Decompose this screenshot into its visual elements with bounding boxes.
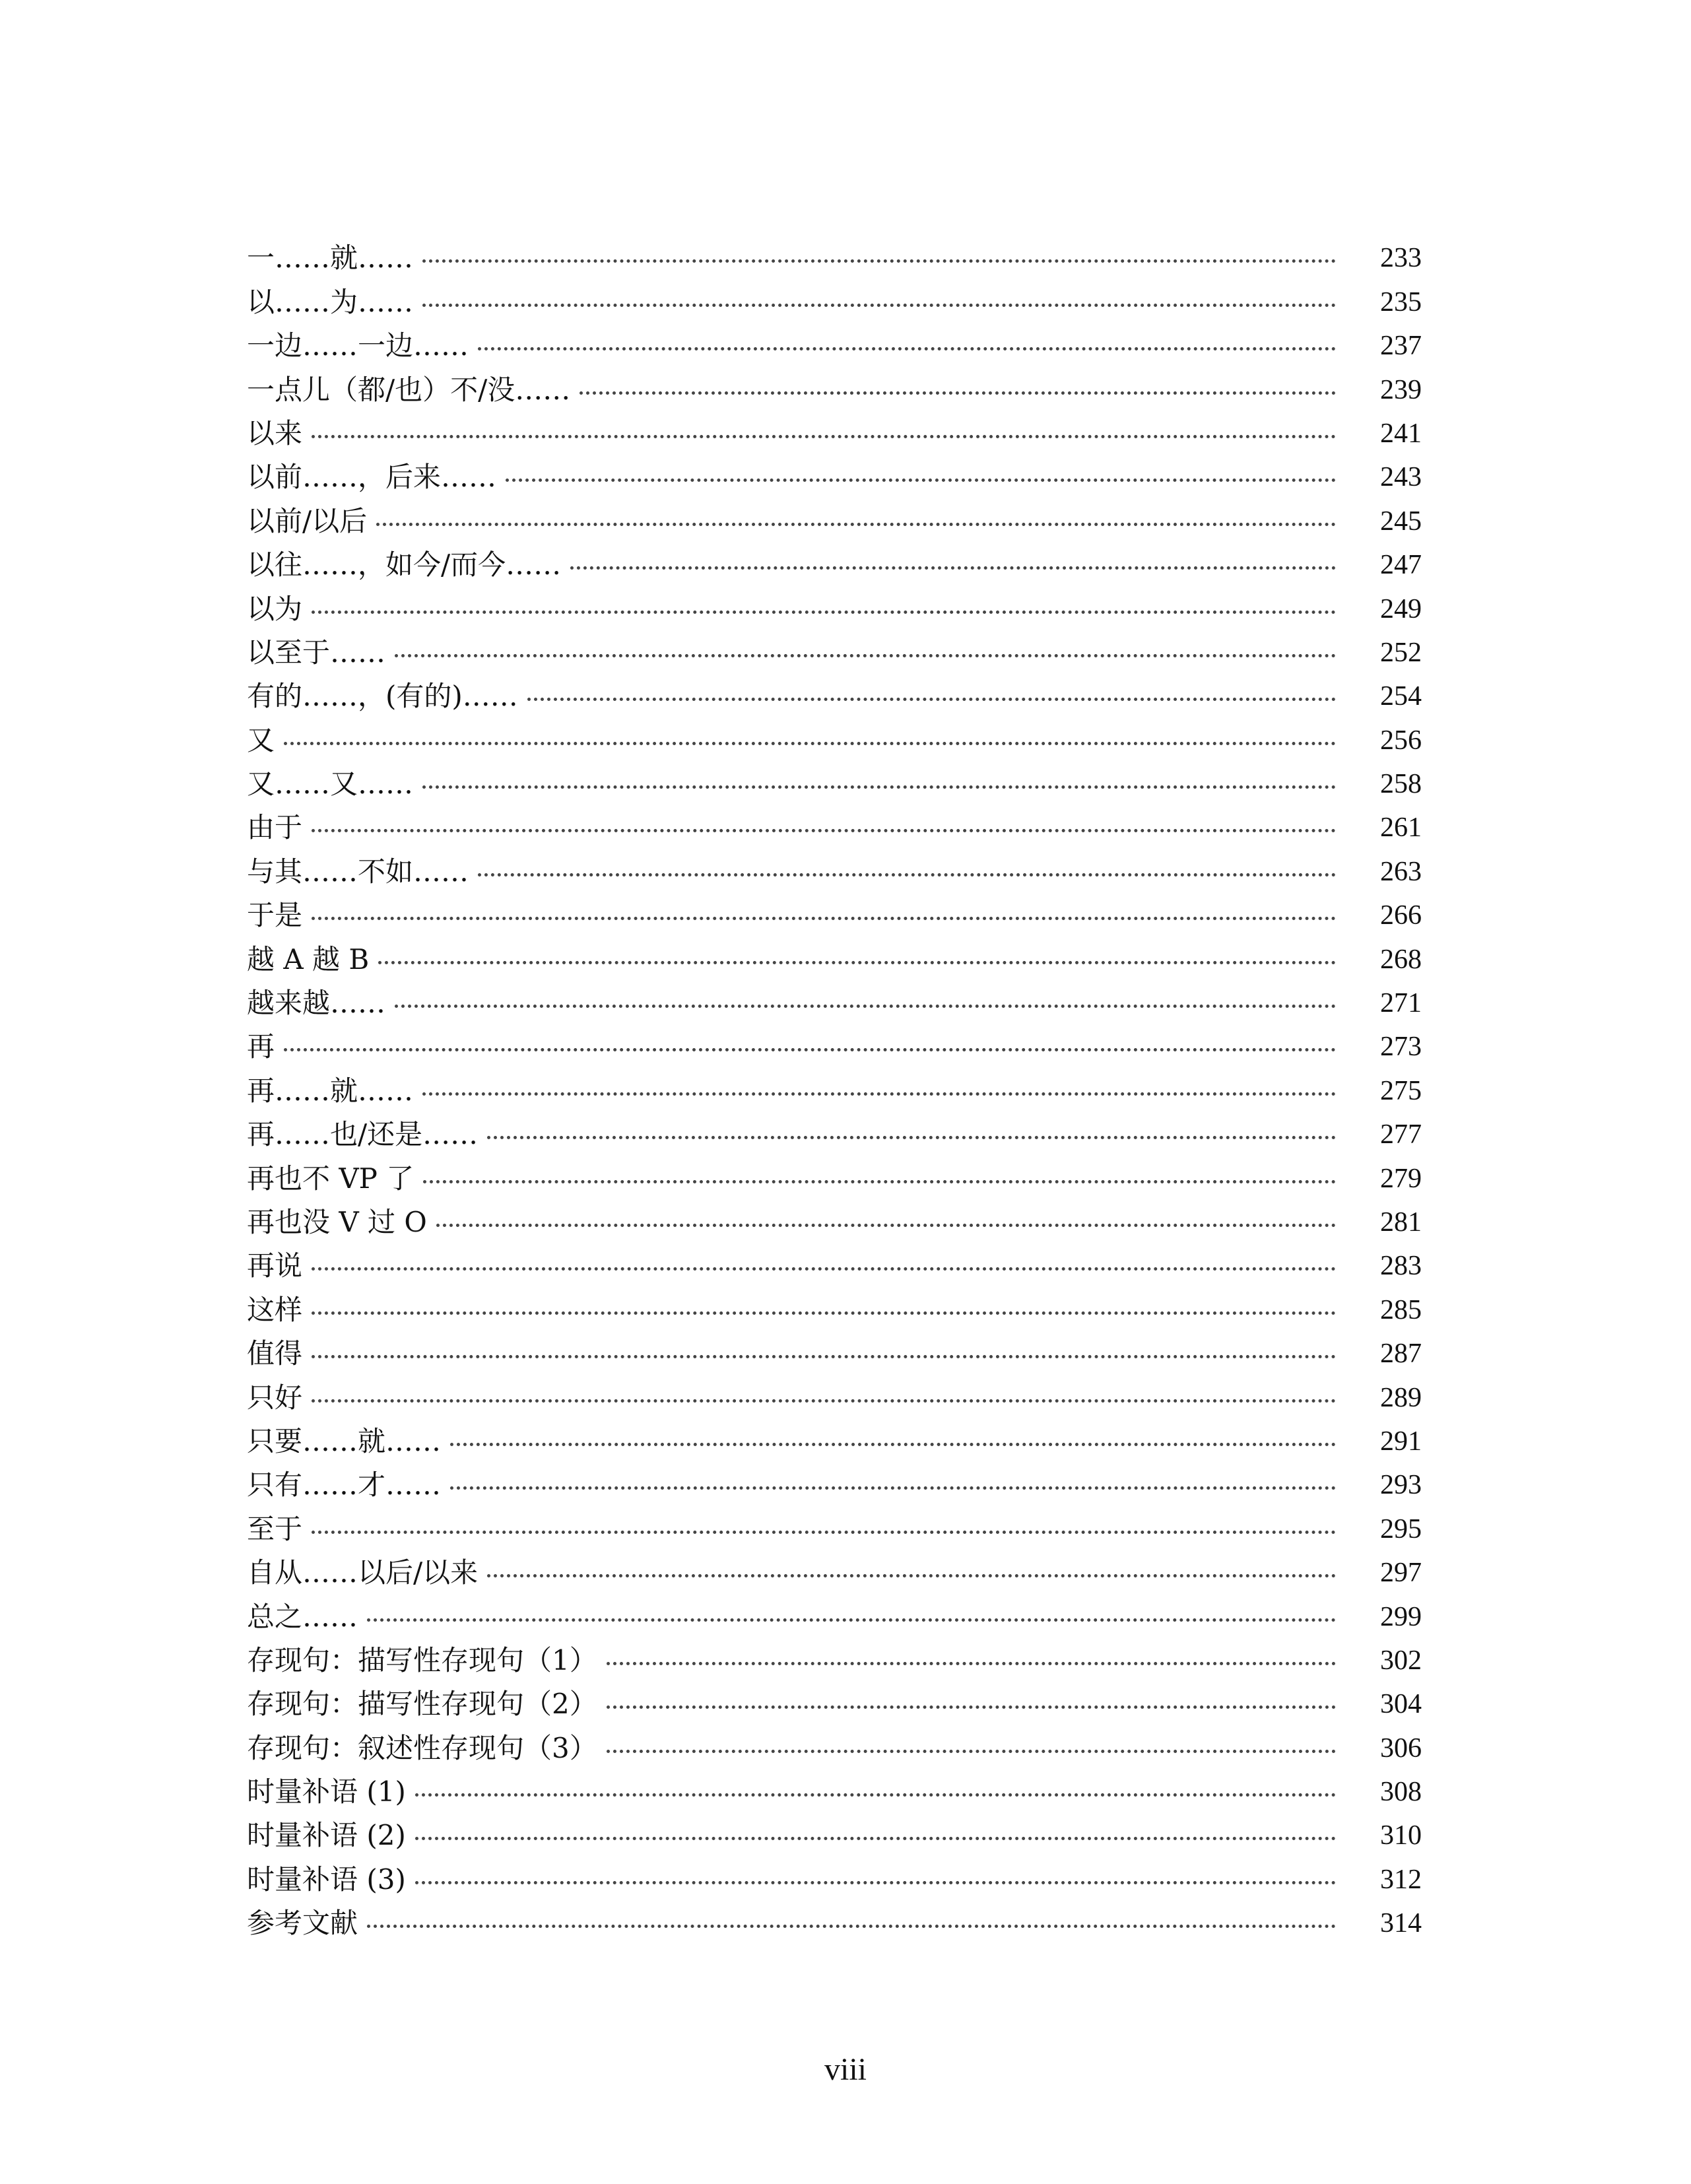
dot-leader — [487, 1574, 1336, 1577]
toc-entry-title: 只要……就…… — [247, 1424, 442, 1457]
toc-entry-page: 256 — [1380, 725, 1422, 756]
dot-leader — [478, 873, 1336, 877]
toc-entry-page: 258 — [1380, 769, 1422, 800]
toc-entry-title: 这样 — [247, 1293, 303, 1326]
dot-leader — [395, 654, 1336, 657]
toc-entry-title: 以为 — [247, 592, 303, 625]
toc-entry-page: 295 — [1380, 1513, 1422, 1544]
toc-entry-title: 值得 — [247, 1337, 303, 1370]
dot-leader — [487, 1136, 1336, 1139]
toc-entry[interactable] — [247, 1324, 1422, 1368]
toc-entry-title: 又……又…… — [247, 768, 414, 801]
toc-entry[interactable] — [247, 1849, 1422, 1896]
toc-entry-title: 再……也/还是…… — [247, 1118, 479, 1151]
toc-entry[interactable] — [247, 404, 1422, 447]
dot-leader — [395, 1005, 1336, 1008]
dot-leader — [450, 1443, 1336, 1446]
toc-entry-page: 268 — [1380, 944, 1422, 975]
toc-entry-page: 289 — [1380, 1382, 1422, 1413]
toc-entry-page: 275 — [1380, 1075, 1422, 1106]
dot-leader — [312, 1311, 1336, 1315]
toc-entry[interactable] — [247, 535, 1422, 579]
toc-entry[interactable] — [247, 1280, 1422, 1326]
dot-leader — [312, 1531, 1336, 1534]
toc-entry[interactable] — [247, 1236, 1422, 1280]
dot-leader — [376, 523, 1336, 526]
dot-leader — [436, 1224, 1336, 1227]
toc-entry-title: 时量补语 (1) — [247, 1775, 406, 1808]
toc-entry[interactable] — [247, 974, 1422, 1020]
toc-entry-page: 308 — [1380, 1777, 1422, 1808]
dot-leader — [367, 1618, 1336, 1622]
toc-entry-title: 一……就…… — [247, 242, 414, 275]
toc-entry-title: 一边……一边…… — [247, 329, 469, 362]
toc-entry-page: 254 — [1380, 681, 1422, 712]
toc-entry[interactable] — [247, 842, 1422, 888]
toc-entry-page: 245 — [1380, 506, 1422, 537]
dot-leader — [367, 1925, 1336, 1928]
toc-entry-title: 再也没 V 过 O — [247, 1205, 427, 1238]
dot-leader — [422, 1092, 1336, 1096]
toc-entry-page: 304 — [1380, 1689, 1422, 1720]
toc-entry[interactable] — [247, 1148, 1422, 1195]
dot-leader — [312, 1399, 1336, 1403]
toc-entry-page: 263 — [1380, 856, 1422, 887]
toc-entry-title: 再也不 VP 了 — [247, 1162, 414, 1195]
toc-entry[interactable] — [247, 754, 1422, 801]
toc-entry[interactable] — [247, 1061, 1422, 1107]
toc-entry-page: 235 — [1380, 286, 1422, 317]
toc-entry-page: 314 — [1380, 1908, 1422, 1939]
toc-entry[interactable] — [247, 710, 1422, 754]
toc-entry-title: 由于 — [247, 811, 303, 844]
toc-entry-page: 271 — [1380, 988, 1422, 1019]
toc-entry-title: 又 — [247, 723, 275, 756]
toc-entry[interactable] — [247, 1631, 1422, 1674]
toc-entry-title: 越 A 越 B — [247, 943, 370, 976]
toc-entry[interactable] — [247, 1368, 1422, 1414]
toc-entry[interactable] — [247, 316, 1422, 360]
toc-entry-page: 302 — [1380, 1645, 1422, 1676]
dot-leader — [312, 611, 1336, 614]
toc-entry-page: 277 — [1380, 1119, 1422, 1150]
toc-entry[interactable] — [247, 1718, 1422, 1762]
dot-leader — [415, 1881, 1336, 1884]
dot-leader — [312, 1355, 1336, 1358]
toc-entry-page: 287 — [1380, 1339, 1422, 1370]
dot-leader — [422, 785, 1336, 789]
toc-entry[interactable] — [247, 1674, 1422, 1721]
toc-entry-title: 至于 — [247, 1512, 303, 1545]
toc-entry-page: 273 — [1380, 1032, 1422, 1063]
toc-entry[interactable] — [247, 1543, 1422, 1587]
toc-entry-page: 297 — [1380, 1558, 1422, 1589]
toc-entry[interactable] — [247, 1105, 1422, 1151]
dot-leader — [450, 1486, 1336, 1490]
dot-leader — [607, 1705, 1336, 1709]
toc-entry[interactable] — [247, 667, 1422, 713]
toc-entry-title: 参考文献 — [247, 1907, 358, 1940]
toc-entry-page: 285 — [1380, 1294, 1422, 1325]
dot-leader — [415, 1793, 1336, 1797]
toc-entry[interactable] — [247, 491, 1422, 535]
dot-leader — [607, 1750, 1336, 1753]
toc-entry-page: 266 — [1380, 900, 1422, 931]
toc-entry[interactable] — [247, 1193, 1422, 1236]
toc-entry-title: 与其……不如…… — [247, 855, 469, 888]
dot-leader — [284, 1048, 1336, 1051]
dot-leader — [378, 961, 1336, 964]
dot-leader — [312, 829, 1336, 832]
dot-leader — [607, 1662, 1336, 1665]
toc-entry[interactable] — [247, 798, 1422, 842]
toc-entry[interactable] — [247, 886, 1422, 932]
toc-entry-page: 279 — [1380, 1163, 1422, 1194]
toc-entry-page: 283 — [1380, 1251, 1422, 1282]
toc-entry-page: 233 — [1380, 243, 1422, 274]
toc-entry-title: 以前……，后来…… — [247, 461, 497, 494]
dot-leader — [570, 566, 1336, 570]
toc-entry[interactable] — [247, 1587, 1422, 1633]
toc-entry-page: 293 — [1380, 1470, 1422, 1501]
toc-entry-title: 以前/以后 — [247, 504, 368, 537]
toc-entry-title: 有的……，(有的)…… — [247, 680, 518, 713]
toc-entry[interactable] — [247, 1894, 1422, 1940]
toc-entry-page: 312 — [1380, 1864, 1422, 1895]
toc-entry[interactable] — [247, 579, 1422, 625]
toc-entry[interactable] — [247, 1455, 1422, 1502]
toc-entry[interactable] — [247, 1499, 1422, 1545]
toc-entry-title: 总之…… — [247, 1600, 358, 1633]
toc-entry[interactable] — [247, 228, 1422, 275]
toc-entry[interactable] — [247, 929, 1422, 976]
dot-leader — [422, 304, 1336, 307]
dot-leader — [312, 435, 1336, 438]
toc-entry-page: 243 — [1380, 462, 1422, 493]
toc-entry-title: 存现句：描写性存现句（2） — [247, 1688, 597, 1721]
toc-entry-title: 以至于…… — [247, 636, 386, 669]
toc-entry-page: 261 — [1380, 812, 1422, 844]
dot-leader — [527, 698, 1336, 701]
page-number: viii — [824, 2052, 867, 2087]
toc-entry-page: 237 — [1380, 331, 1422, 362]
toc-entry-page: 239 — [1380, 374, 1422, 405]
toc-entry[interactable] — [247, 360, 1422, 406]
toc-entry-title: 以往……，如今/而今…… — [247, 548, 562, 581]
toc-entry[interactable] — [247, 272, 1422, 318]
table-of-contents — [247, 228, 1422, 1940]
dot-leader — [478, 347, 1336, 350]
toc-entry[interactable] — [247, 1017, 1422, 1061]
dot-leader — [312, 917, 1336, 920]
toc-entry[interactable] — [247, 623, 1422, 667]
toc-entry-page: 252 — [1380, 637, 1422, 668]
toc-entry-title: 存现句：描写性存现句（1） — [247, 1643, 597, 1676]
dot-leader — [580, 391, 1336, 395]
toc-entry-title: 于是 — [247, 899, 303, 932]
toc-entry-page: 291 — [1380, 1426, 1422, 1457]
toc-entry-page: 310 — [1380, 1820, 1422, 1851]
toc-entry-title: 再……就…… — [247, 1074, 414, 1107]
dot-leader — [415, 1837, 1336, 1840]
dot-leader — [506, 479, 1336, 482]
toc-entry-page: 281 — [1380, 1207, 1422, 1238]
toc-entry-title: 一点儿（都/也）不/没…… — [247, 373, 571, 406]
dot-leader — [284, 742, 1336, 745]
toc-entry-page: 249 — [1380, 593, 1422, 624]
dot-leader — [312, 1267, 1336, 1271]
toc-entry-title: 再 — [247, 1030, 275, 1063]
toc-entry-page: 247 — [1380, 550, 1422, 581]
toc-entry-title: 自从……以后/以来 — [247, 1556, 479, 1589]
toc-entry[interactable] — [247, 1762, 1422, 1806]
dot-leader — [423, 1180, 1336, 1183]
toc-entry-page: 299 — [1380, 1601, 1422, 1632]
toc-entry-page: 241 — [1380, 418, 1422, 449]
toc-entry-title: 再说 — [247, 1249, 303, 1282]
toc-entry-page: 306 — [1380, 1733, 1422, 1764]
toc-entry-title: 时量补语 (2) — [247, 1819, 406, 1852]
toc-entry[interactable] — [247, 1806, 1422, 1852]
toc-entry-title: 以……为…… — [247, 285, 414, 318]
toc-entry-title: 时量补语 (3) — [247, 1863, 406, 1896]
dot-leader — [422, 259, 1336, 263]
toc-entry-title: 存现句：叙述性存现句（3） — [247, 1731, 597, 1764]
toc-entry-title: 越来越…… — [247, 987, 386, 1020]
toc-entry[interactable] — [247, 447, 1422, 494]
toc-entry[interactable] — [247, 1412, 1422, 1455]
toc-entry-title: 只有……才…… — [247, 1469, 442, 1502]
toc-entry-title: 只好 — [247, 1381, 303, 1414]
toc-entry-title: 以来 — [247, 416, 303, 449]
